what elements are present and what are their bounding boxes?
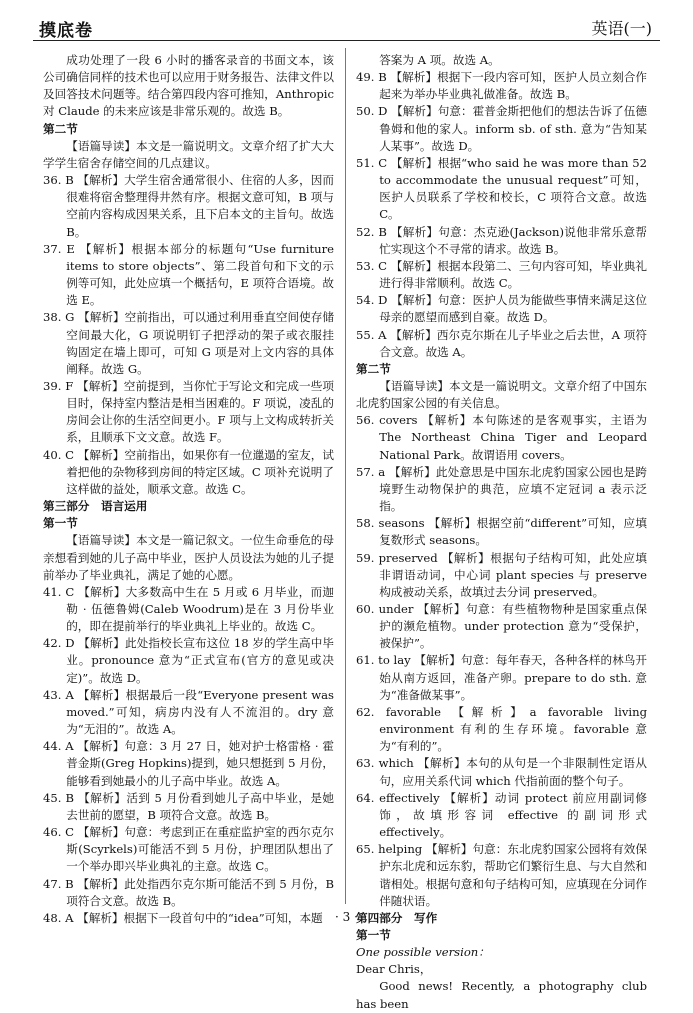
paragraph: 【语篇导读】本文是一篇记叙文。一位生命垂危的母亲想看到她的儿子高中毕业，医护人员设法为她的儿子提前举办了毕业典礼，满足了她的心愿。 xyxy=(43,533,334,582)
paragraph: 42. D 【解析】此处指校长宣布这位 18 岁的学生高中毕业。pronounce 意为“正式宣布(官方的意见或决定)”。故选 D。 xyxy=(43,636,334,685)
paragraph: 64. effectively 【解析】动词 protect 前应用副词修饰，故填形容词 effective 的副词形式 effectively。 xyxy=(356,790,647,840)
page-header xyxy=(33,12,660,41)
paragraph: 54. D 【解析】句意：医护人员为能做些事情来满足这位母亲的愿望而感到自豪。故选 D。 xyxy=(356,293,647,325)
paragraph: 49. B 【解析】根据下一段内容可知，医护人员立刻合作起来为举办毕业典礼做准备。故选 B。 xyxy=(356,70,647,102)
paragraph: 59. preserved 【解析】根据句子结构可知，此处应填非谓语动词，中心词 plant species 与 preserve 构成被动关系，故填过去分词 preserved。 xyxy=(356,550,647,599)
paragraph: 【语篇导读】本文是一篇说明文。文章介绍了中国东北虎豹国家公园的有关信息。 xyxy=(356,378,647,411)
paragraph: 43. A 【解析】根据最后一段“Everyone present was moved.”可知，病房内没有人不流泪的。dry 意为“无泪的”。故选 A。 xyxy=(43,687,334,737)
right-column xyxy=(356,52,647,1013)
section-heading: 第一节 xyxy=(43,516,78,531)
paragraph: 57. a 【解析】此处意思是中国东北虎豹国家公园也是跨境野生动物保护的典范，应填不定冠词 a 表示泛指。 xyxy=(356,464,647,514)
paragraph: 58. seasons 【解析】根据空前“different”可知，应填复数形式 seasons。 xyxy=(356,516,647,548)
section-heading: 第二节 xyxy=(356,361,391,376)
paragraph: 50. D 【解析】句意：霍普金斯把他们的想法告诉了伍德鲁姆和他的家人。inform sb. of sth. 意为“告知某人某事”。故选 D。 xyxy=(356,104,647,153)
paragraph: 53. C 【解析】根据本段第二、三句内容可知，毕业典礼进行得非常顺利。故选 C。 xyxy=(356,258,647,291)
paragraph: 51. C 【解析】根据“who said he was more than 52 to accommodate the unusual request”可知，医护人员联系了学校和校长，C 项符合文意。故选 C。 xyxy=(356,155,647,222)
section-heading: 第一节 xyxy=(356,927,391,942)
header-right-title: 英语(一) xyxy=(591,19,652,38)
paragraph: 39. F 【解析】空前提到，当你忙于写论文和完成一些项目时，保持室内整洁是相当困难的。F 项说，凌乱的房间会让你的生活空间更小。F 项与上文构成转折关系，且顺承下文文意。故选 F。 xyxy=(43,378,334,445)
paragraph: 48. A 【解析】根据下一段首句中的“idea”可知，本题 xyxy=(43,910,323,925)
paragraph: Dear Chris， xyxy=(356,962,432,977)
paragraph: 65. helping 【解析】句意：东北虎豹国家公园将有效保护东北虎和远东豹，帮助它们繁衍生息、与大自然和谐相处。根据句意和句子结构可知，应填现在分词作伴随状语。 xyxy=(356,842,647,908)
paragraph: 61. to lay 【解析】句意：每年春天，各种各样的林鸟开始从南方返回，准备产卵。prepare to do sth. 意为“准备做某事”。 xyxy=(356,653,647,702)
paragraph: 62. favorable 【解析】a favorable living environment 有利的生存环境。favorable 意为“有利的”。 xyxy=(356,704,647,754)
paragraph: 【语篇导读】本文是一篇说明文。文章介绍了扩大大学学生宿舍存储空间的几点建议。 xyxy=(43,138,334,170)
paragraph: 60. under 【解析】句意：有些植物物种是国家重点保护的濒危植物。under protection 意为“受保护，被保护”。 xyxy=(356,602,647,651)
paragraph: 38. G 【解析】空前指出，可以通过利用垂直空间使存储空间最大化，G 项说明钉子把浮动的架子或衣服挂钩固定在墙上即可，可知 G 项是对上文内容的具体阐释。故选 G。 xyxy=(43,310,334,376)
paragraph: Good news! Recently, a photography club has been xyxy=(356,979,647,1011)
paragraph: 63. which 【解析】本句的从句是一个非限制性定语从句，应用关系代词 which 代指前面的整个句子。 xyxy=(356,756,647,788)
paragraph: One possible version： xyxy=(356,945,490,960)
paragraph: 44. A 【解析】句意：3 月 27 日，她对护士格雷格 · 霍普金斯(Greg Hopkins)提到，她只想挺到 5 月份，能够看到她最小的儿子高中毕业。故选 A。 xyxy=(43,739,334,788)
paragraph: 37. E 【解析】根据本部分的标题句“Use furniture items to store objects”、第二段首句和下文的示例等可知，此处应填一个概括句，E 项符合语境。故选 E。 xyxy=(43,241,334,308)
paragraph: 36. B 【解析】大学生宿舍通常很小、住宿的人多，因而很难将宿舍整理得井然有序。根据文意可知，B 项与空前内容构成因果关系，且下启本文的主旨句。故选 B。 xyxy=(43,173,334,239)
paragraph: 52. B 【解析】句意：杰克逊(Jackson)说他非常乐意帮忙实现这个不寻常的请求。故选 B。 xyxy=(356,224,647,256)
section-heading: 第三部分 语言运用 xyxy=(43,499,148,514)
paragraph: 45. B 【解析】活到 5 月份看到她儿子高中毕业，是她去世前的愿望，B 项符合文意。故选 B。 xyxy=(43,790,334,822)
left-column xyxy=(43,52,334,927)
paragraph: 55. A 【解析】西尔克尔斯在儿子毕业之后去世，A 项符合文意。故选 A。 xyxy=(356,327,647,359)
paragraph: 答案为 A 项。故选 A。 xyxy=(379,53,500,67)
paragraph: 47. B 【解析】此处指西尔克尔斯可能活不到 5 月份，B 项符合文意。故选 B。 xyxy=(43,876,334,908)
section-heading: 第二节 xyxy=(43,121,78,136)
section-heading: 第四部分 写作 xyxy=(356,910,438,925)
paragraph: 成功处理了一段 6 小时的播客录音的书面文本，该公司确信同样的技术也可以应用于财务报告、法律文件以及回答技术问题等。结合第四段内容可推知，Anthropic 对 Claude 的未来应该是非常乐观的。故选 B。 xyxy=(43,53,334,119)
page-number: · 3 · xyxy=(335,910,358,924)
column-divider xyxy=(345,48,346,904)
paragraph: 56. covers 【解析】本句陈述的是客观事实，主语为 The Northeast China Tiger and Leopard National Park。故谓语用 covers。 xyxy=(356,413,647,462)
paragraph: 46. C 【解析】句意：考虑到正在重症监护室的西尔克尔斯(Scyrkels)可能活不到 5 月份，护理团队想出了一个举办即兴毕业典礼的主意。故选 C。 xyxy=(43,825,334,874)
header-left-title: 摸底卷 xyxy=(39,21,93,41)
paragraph: 40. C 【解析】空前指出，如果你有一位邋遢的室友，试着把他的杂物移到房间的特定区域。C 项补充说明了这样做的益处，顺承文意。故选 C。 xyxy=(43,447,334,496)
paragraph: 41. C 【解析】大多数高中生在 5 月或 6 月毕业，而迦勒 · 伍德鲁姆(Caleb Woodrum)是在 3 月份毕业的，即在提前举行的毕业典礼上毕业的。故选 C。 xyxy=(43,584,334,634)
